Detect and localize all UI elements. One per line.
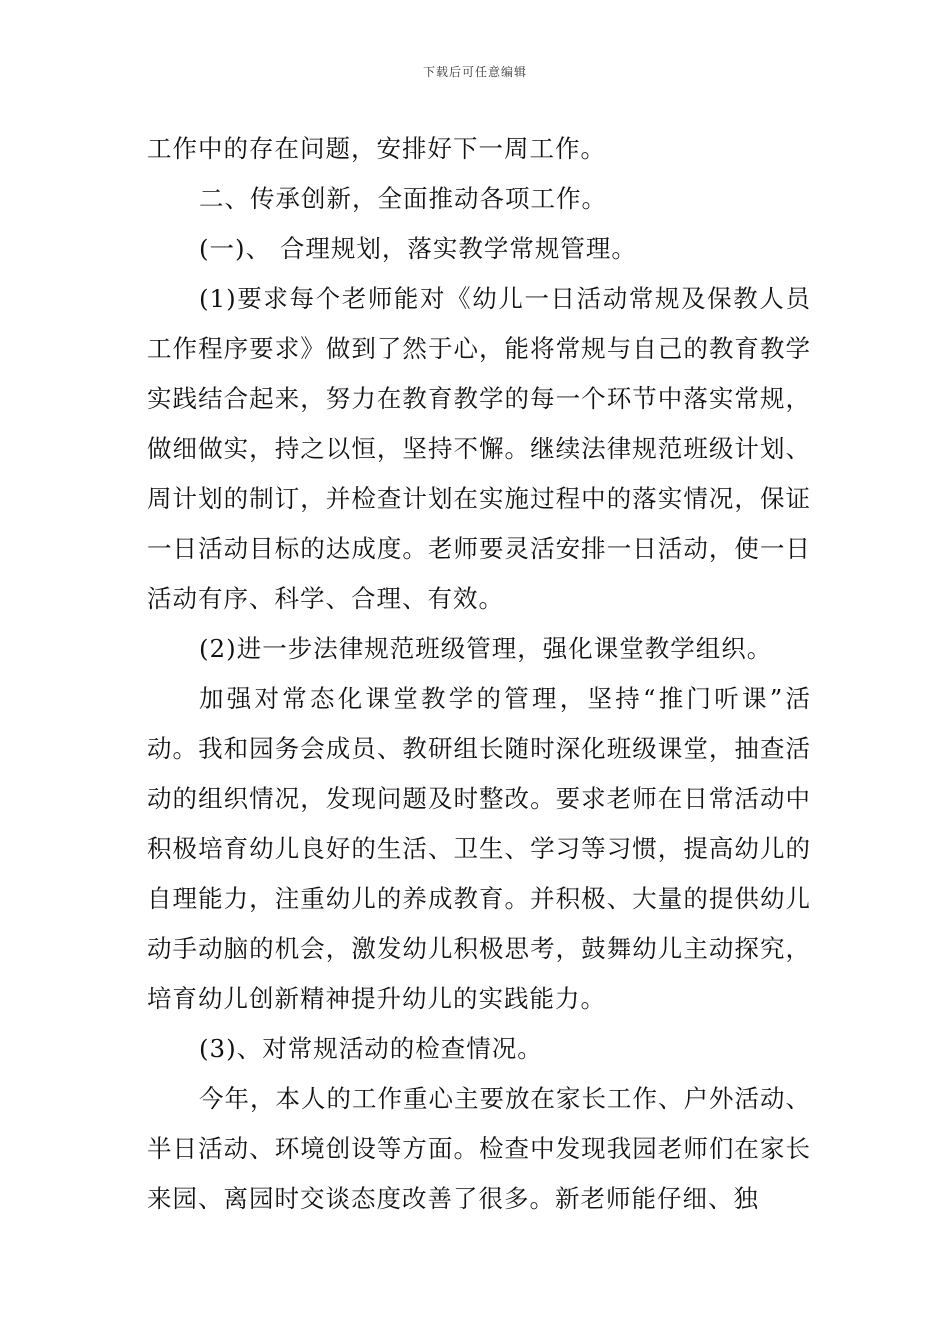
paragraph: (1)要求每个老师能对《幼儿一日活动常规及保教人员工作程序要求》做到了然于心，能将常规与自己的教育教学实践结合起来，努力在教育教学的每一个环节中落实常规，做细做实，持之以恒，坚持不懈。继续法律规范班级计划、周计划的制订，并检查计划在实施过程中的落实情况，保证一日活动目标的达成度。老师要灵活安排一日活动，使一日活动有序、科学、合理、有效。: [147, 284, 811, 613]
paragraph: 工作中的存在问题，安排好下一周工作。: [147, 134, 606, 163]
subsection-heading: (一)、 合理规划，落实教学常规管理。: [199, 234, 637, 263]
subsection-heading: (2)进一步法律规范班级管理，强化课堂教学组织。: [199, 634, 773, 663]
paragraph: 加强对常态化课堂教学的管理，坚持“推门听课”活动。我和园务会成员、教研组长随时深化班级课堂，抽查活动的组织情况，发现问题及时整改。要求老师在日常活动中积极培育幼儿良好的生活、卫生、学习等习惯，提高幼儿的自理能力，注重幼儿的养成教育。并积极、大量的提供幼儿动手动脑的机会，激发幼儿积极思考，鼓舞幼儿主动探究，培育幼儿创新精神提升幼儿的实践能力。: [147, 684, 811, 1013]
paragraph: 今年，本人的工作重心主要放在家长工作、户外活动、半日活动、环境创设等方面。检查中发现我园老师们在家长来园、离园时交谈态度改善了很多。新老师能仔细、独: [147, 1084, 811, 1213]
header-note: 下载后可任意编辑: [422, 65, 527, 79]
section-heading: 二、传承创新，全面推动各项工作。: [199, 184, 607, 213]
subsection-heading: (3)、对常规活动的检查情况。: [199, 1034, 543, 1063]
document-body: [147, 124, 811, 1224]
